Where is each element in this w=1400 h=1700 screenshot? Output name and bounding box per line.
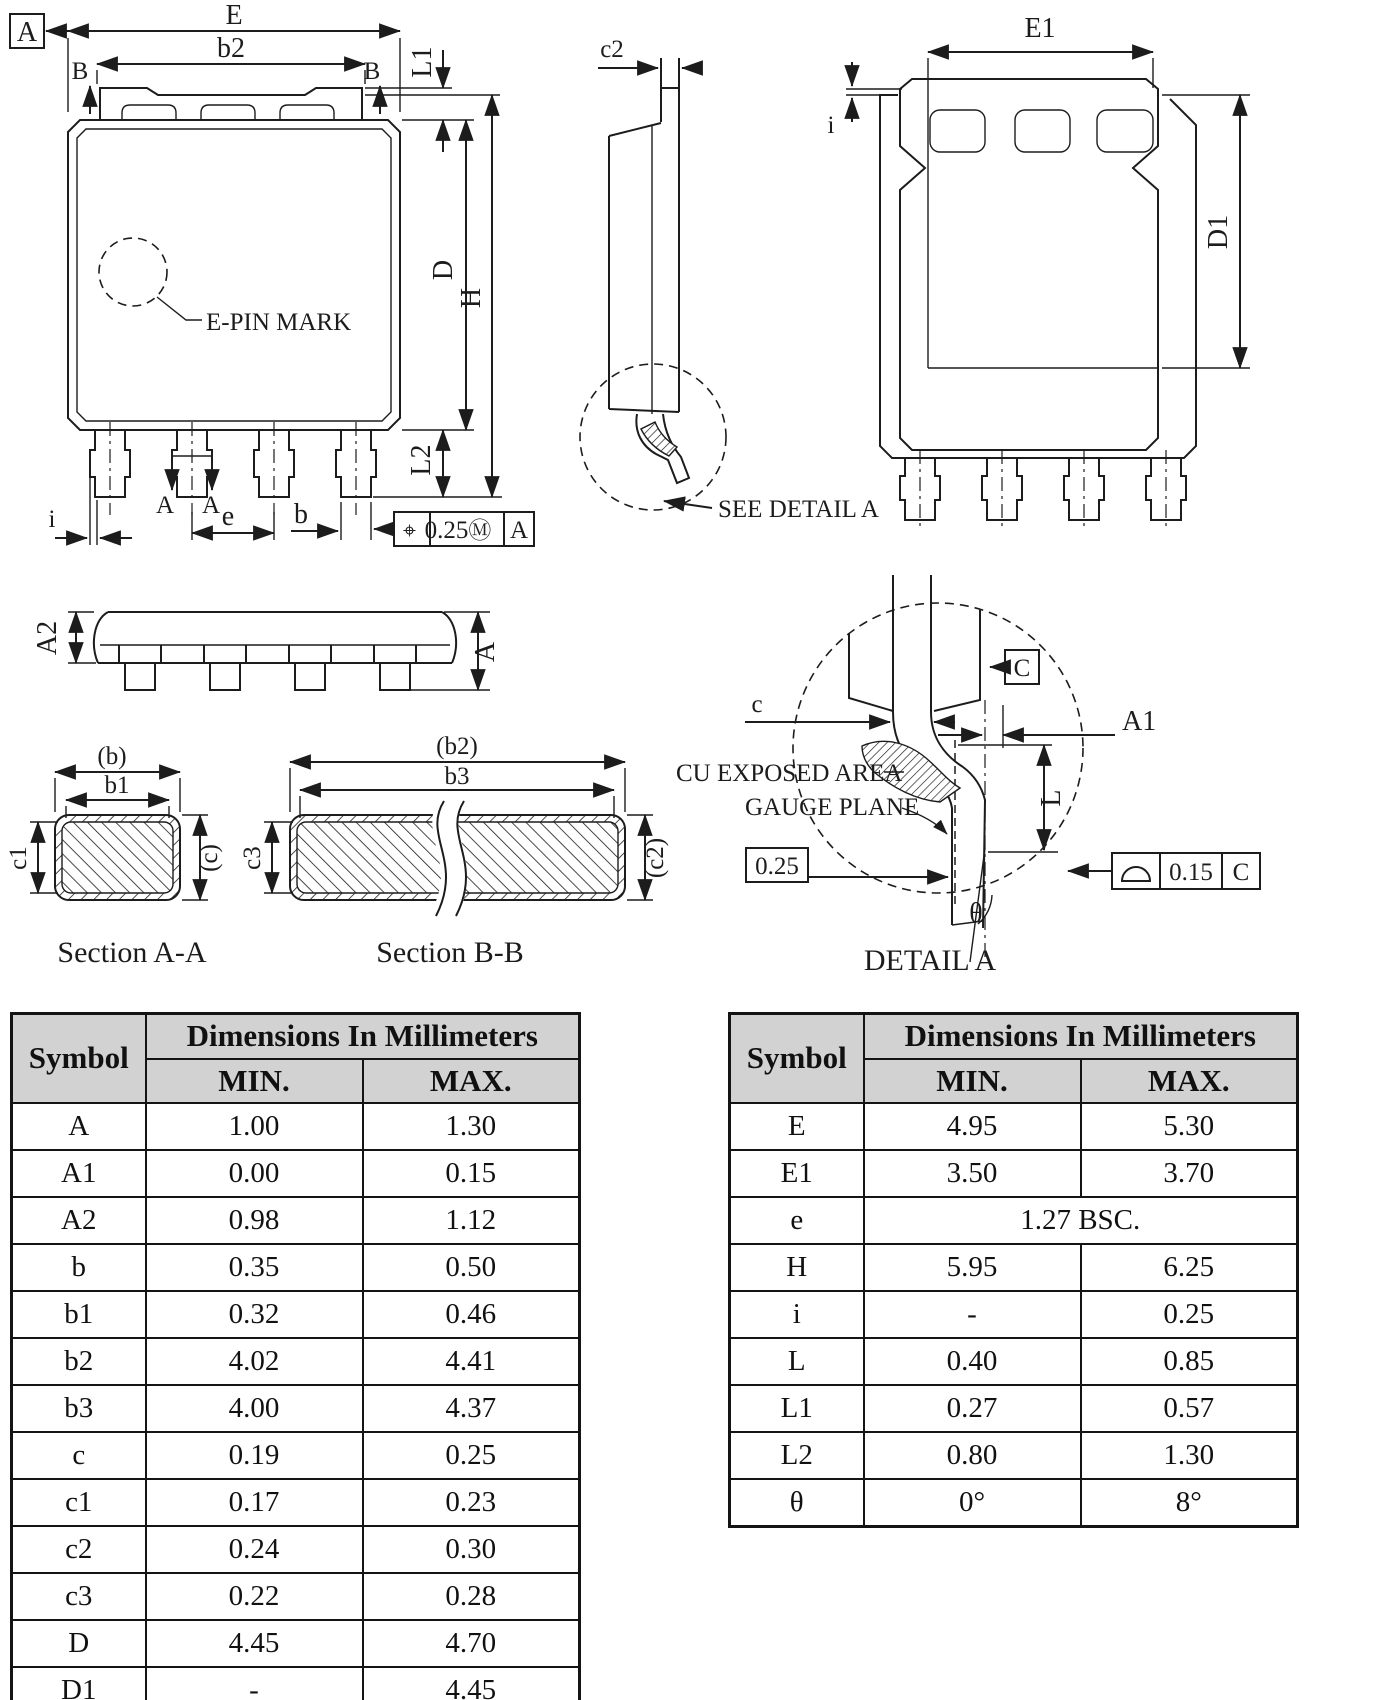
dimension-table-right [728, 1012, 1299, 1528]
pin1-mark-circle [99, 238, 167, 306]
min-cell: - [864, 1291, 1081, 1338]
left-max-header: MAX. [363, 1059, 580, 1103]
fcf-015-datum: C [1232, 859, 1250, 886]
min-cell: 0.35 [146, 1244, 363, 1291]
table-row [12, 1479, 580, 1526]
max-cell: 0.23 [363, 1479, 580, 1526]
left-symbol-header: Symbol [12, 1014, 146, 1103]
dim-label-i-back: i [827, 112, 835, 139]
dim-label-A1: A1 [1122, 706, 1157, 737]
min-cell: 0.40 [864, 1338, 1081, 1385]
section-bb-caption: Section B-B [376, 936, 524, 969]
symbol-cell: b1 [12, 1291, 146, 1338]
fcf-015-value: 0.15 [1169, 859, 1213, 886]
symbol-cell: c [12, 1432, 146, 1479]
right-symbol-header: Symbol [730, 1014, 864, 1103]
back-view-labels [828, 13, 1234, 249]
table-row [12, 1432, 580, 1479]
datum-c-label: C [1013, 655, 1031, 682]
section-aa-inner [62, 822, 173, 893]
cu-exposed-area-label: CU EXPOSED AREA [676, 760, 903, 787]
dim-label-c2: c2 [600, 36, 624, 63]
dim-label-c2-ref: (c2) [642, 837, 669, 879]
min-cell: 0.24 [146, 1526, 363, 1573]
symbol-cell: D1 [12, 1667, 146, 1700]
dim-label-b1: b1 [104, 772, 130, 799]
detail-a-caption: DETAIL A [863, 944, 997, 977]
symbol-cell: θ [730, 1479, 864, 1527]
min-cell: 0.80 [864, 1432, 1081, 1479]
min-cell: 0° [864, 1479, 1081, 1527]
dim-label-b-ref: (b) [97, 743, 127, 770]
max-cell: 0.30 [363, 1526, 580, 1573]
left-dims-header: Dimensions In Millimeters [146, 1014, 580, 1059]
front-view-labels [17, 0, 528, 544]
dim-label-b: b [294, 499, 308, 530]
max-cell: 8° [1081, 1479, 1298, 1527]
max-cell: 4.45 [363, 1667, 580, 1700]
min-cell: 0.32 [146, 1291, 363, 1338]
section-a-label-right: A [201, 492, 221, 519]
max-cell: 1.30 [363, 1103, 580, 1150]
symbol-cell: i [730, 1291, 864, 1338]
table-row [12, 1667, 580, 1700]
side-view-labels [600, 36, 879, 523]
symbol-cell: E1 [730, 1150, 864, 1197]
section-b-label-left: B [71, 58, 89, 85]
symbol-cell: b2 [12, 1338, 146, 1385]
fcf-tolerance-value: 0.25 [424, 517, 469, 544]
max-cell: 0.25 [363, 1432, 580, 1479]
tab-hole-3 [1097, 110, 1153, 152]
symbol-cell: b3 [12, 1385, 146, 1432]
fcf-tolerance [425, 517, 492, 544]
dim-label-c1: c1 [5, 846, 32, 870]
min-cell: 3.50 [864, 1150, 1081, 1197]
tab-hole-1 [930, 110, 985, 152]
symbol-cell: b [12, 1244, 146, 1291]
table-row [730, 1103, 1298, 1150]
dim-label-A: A [470, 641, 501, 663]
dim-label-b2-ref: (b2) [436, 733, 478, 760]
dim-label-E: E [225, 0, 243, 31]
table-row [12, 1103, 580, 1150]
table-row [730, 1432, 1298, 1479]
table-row [12, 1291, 580, 1338]
ref-025-label: 0.25 [755, 853, 799, 880]
min-cell: 4.00 [146, 1385, 363, 1432]
symbol-cell: A1 [12, 1150, 146, 1197]
dim-label-D1: D1 [1203, 214, 1234, 250]
section-b-label-right: B [363, 58, 381, 85]
dimension-table-left [10, 1012, 581, 1700]
min-cell: 0.27 [864, 1385, 1081, 1432]
bottom-view [68, 612, 490, 690]
back-view [846, 52, 1250, 528]
right-dims-header: Dimensions In Millimeters [864, 1014, 1298, 1059]
dim-label-H: H [456, 287, 487, 309]
package-body [68, 120, 400, 430]
symbol-cell: c1 [12, 1479, 146, 1526]
max-cell: 6.25 [1081, 1244, 1298, 1291]
max-cell: 0.85 [1081, 1338, 1298, 1385]
dim-label-i-front: i [48, 506, 56, 533]
table-row [12, 1620, 580, 1667]
min-cell: 0.22 [146, 1573, 363, 1620]
tab-hole-2 [1015, 110, 1070, 152]
table-row [730, 1244, 1298, 1291]
detail-mold-edges [849, 610, 980, 711]
table-row [730, 1338, 1298, 1385]
table-row [12, 1573, 580, 1620]
table-row [730, 1150, 1298, 1197]
dim-label-b2: b2 [217, 33, 245, 64]
pin-mark-label: E-PIN MARK [206, 309, 352, 336]
max-cell: 4.70 [363, 1620, 580, 1667]
min-cell: 0.19 [146, 1432, 363, 1479]
tab-outline [100, 88, 362, 120]
min-cell: - [146, 1667, 363, 1700]
dim-label-L2: L2 [406, 444, 437, 476]
table-row [12, 1526, 580, 1573]
symbol-cell: H [730, 1244, 864, 1291]
max-cell: 3.70 [1081, 1150, 1298, 1197]
max-cell: 4.37 [363, 1385, 580, 1432]
theta-label: θ [969, 898, 983, 929]
symbol-cell: D [12, 1620, 146, 1667]
min-cell: 4.95 [864, 1103, 1081, 1150]
min-cell: 4.02 [146, 1338, 363, 1385]
symbol-cell: E [730, 1103, 864, 1150]
table-row [730, 1291, 1298, 1338]
max-cell: 0.46 [363, 1291, 580, 1338]
dim-label-c: c [751, 691, 763, 718]
symbol-cell: L2 [730, 1432, 864, 1479]
min-cell: 0.17 [146, 1479, 363, 1526]
max-cell: 1.12 [363, 1197, 580, 1244]
detail-a-circle [793, 603, 1083, 893]
symbol-cell: L1 [730, 1385, 864, 1432]
bsc-cell: 1.27 BSC. [864, 1197, 1298, 1244]
table-row [12, 1385, 580, 1432]
max-cell: 1.30 [1081, 1432, 1298, 1479]
max-cell: 5.30 [1081, 1103, 1298, 1150]
dim-label-L: L [1036, 789, 1067, 807]
max-cell: 4.41 [363, 1338, 580, 1385]
min-cell: 0.00 [146, 1150, 363, 1197]
table-row [730, 1197, 1298, 1244]
bottom-view-labels [32, 621, 501, 662]
side-body [609, 122, 679, 412]
mmc-modifier-icon: Ⓜ [468, 518, 492, 544]
left-min-header: MIN. [146, 1059, 363, 1103]
symbol-cell: c3 [12, 1573, 146, 1620]
see-detail-a-label: SEE DETAIL A [718, 496, 879, 523]
dim-label-E1: E1 [1024, 13, 1056, 44]
max-cell: 0.57 [1081, 1385, 1298, 1432]
dim-label-D: D [428, 259, 459, 281]
datum-a-label: A [16, 17, 38, 48]
side-view [580, 58, 726, 510]
section-aa-caption: Section A-A [57, 936, 207, 969]
right-min-header: MIN. [864, 1059, 1081, 1103]
symbol-cell: c2 [12, 1526, 146, 1573]
table-row [12, 1338, 580, 1385]
table-row [730, 1479, 1298, 1527]
symbol-cell: A [12, 1103, 146, 1150]
table-row [12, 1150, 580, 1197]
max-cell: 0.28 [363, 1573, 580, 1620]
dim-label-c3: c3 [239, 846, 266, 870]
bottom-lead-feet [119, 645, 416, 690]
side-cu-exposed [641, 422, 677, 456]
max-cell: 0.25 [1081, 1291, 1298, 1338]
dim-label-L1: L1 [407, 46, 438, 78]
position-icon: ⌖ [403, 518, 416, 544]
dim-label-e-pitch: e [221, 501, 235, 532]
min-cell: 1.00 [146, 1103, 363, 1150]
dim-label-b3: b3 [444, 763, 470, 790]
min-cell: 5.95 [864, 1244, 1081, 1291]
min-cell: 4.45 [146, 1620, 363, 1667]
table-row [12, 1244, 580, 1291]
gauge-plane-label: GAUGE PLANE [745, 794, 920, 821]
symbol-cell: L [730, 1338, 864, 1385]
symbol-cell: e [730, 1197, 864, 1244]
fcf-datum-ref: A [509, 517, 529, 544]
seating-plane-icon [1122, 867, 1150, 881]
min-cell: 0.98 [146, 1197, 363, 1244]
dim-label-A2: A2 [32, 620, 63, 656]
max-cell: 0.50 [363, 1244, 580, 1291]
section-a-label-left: A [155, 492, 175, 519]
table-row [12, 1197, 580, 1244]
symbol-cell: A2 [12, 1197, 146, 1244]
max-cell: 0.15 [363, 1150, 580, 1197]
back-plate-face [900, 79, 1158, 450]
right-max-header: MAX. [1081, 1059, 1298, 1103]
table-row [730, 1385, 1298, 1432]
dim-label-c-ref: (c) [196, 844, 223, 872]
